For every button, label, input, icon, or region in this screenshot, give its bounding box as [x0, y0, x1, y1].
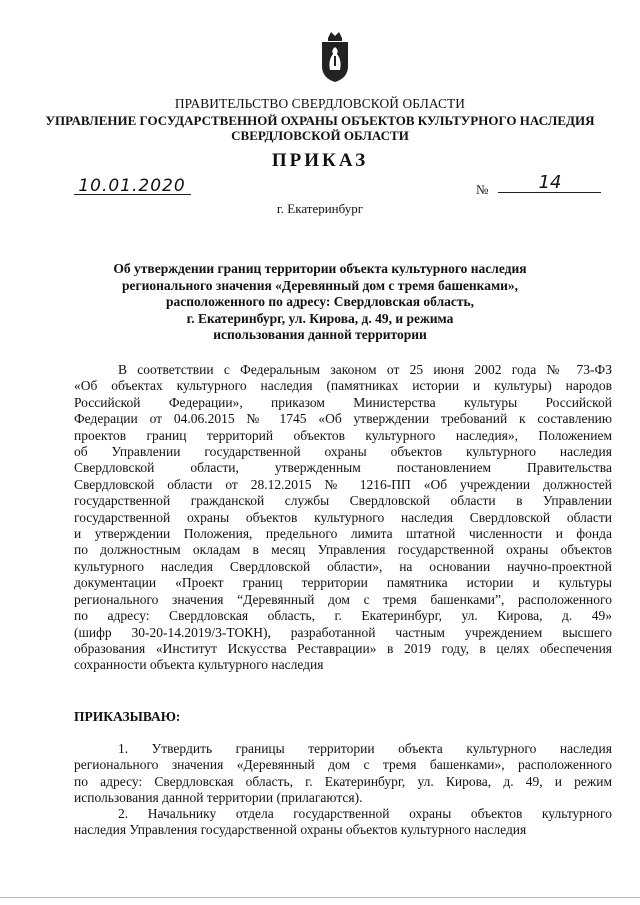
preamble-line: Российской Федерации», приказом Министерства культуры Российской [74, 394, 612, 410]
order-title [0, 261, 640, 344]
preamble-line: государственной гражданской службы Свердловской области в Управлении [74, 493, 612, 509]
title-line: г. Екатеринбург, ул. Кирова, д. 49, и режима [186, 310, 454, 326]
item-line: использования данной территории (прилагаются). [74, 790, 363, 806]
government-name: ПРАВИТЕЛЬСТВО СВЕРДЛОВСКОЙ ОБЛАСТИ [174, 96, 466, 111]
item-2 [74, 806, 612, 839]
document-type: ПРИКАЗ [271, 150, 369, 171]
number-label: № [476, 182, 489, 197]
preamble-line: образования «Институт Искусства Реставрации» в 2019 году, в целях обеспечения [74, 640, 612, 656]
title-line: расположенного по адресу: Свердловская область, [165, 294, 475, 309]
preamble-line: Свердловской области, утвержденным постановлением Правительства [74, 460, 612, 476]
title-line: Об утверждении границ территории объекта культурного наследия [113, 261, 527, 276]
preamble-line: (шифр 30-20-14.2019/3-ТОКН), разработанной частным учреждением высшего [74, 624, 612, 640]
order-number: 14 [538, 172, 562, 193]
item-1 [74, 741, 612, 807]
preamble-line: государственной охраны объектов культурного наследия Свердловской области [74, 509, 612, 525]
preamble-line: регионального значения “Деревянный дом с тремя башенками”, расположенного [74, 591, 612, 607]
item-line: регионального значения «Деревянный дом с тремя башенками», расположенного [74, 757, 612, 773]
preamble-line: Свердловской области от 28.12.2015 № 1216-ПП «Об учреждении должностей [74, 476, 612, 492]
department-name-line: УПРАВЛЕНИЕ ГОСУДАРСТВЕННОЙ ОХРАНЫ ОБЪЕКТОВ КУЛЬТУРНОГО НАСЛЕДИЯ [45, 113, 595, 128]
department-name-line: СВЕРДЛОВСКОЙ ОБЛАСТИ [231, 128, 409, 143]
page-edge [0, 897, 640, 898]
preamble-line: документации «Проект границ территории памятника истории и культуры [74, 575, 612, 591]
item-line: по адресу: Свердловская область, г. Екатеринбург, ул. Кирова, д. 49, и режим [74, 773, 612, 789]
preamble-line: по адресу: Свердловская область, г. Екатеринбург, ул. Кирова, д. 49» [74, 608, 612, 624]
department-name [0, 113, 640, 143]
preamble-line: об Управлении государственной охраны объектов культурного наследия [74, 444, 612, 460]
date-underline [74, 194, 191, 195]
number-underline [498, 192, 601, 193]
preamble-line: Федерации от 04.06.2015 № 1745 «Об утверждении требований к составлению [74, 411, 612, 427]
item-line: наследия Управления государственной охраны объектов культурного наследия [74, 822, 527, 838]
preamble-line: культурного наследия Свердловской области», на основании научно-проектной [74, 558, 612, 574]
order-word: ПРИКАЗЫВАЮ: [74, 709, 181, 724]
city: г. Екатеринбург [276, 201, 364, 216]
title-line: использования данной территории [213, 327, 427, 342]
preamble-line: В соответствии с Федеральным законом от 25 июня 2002 года № 73-ФЗ [118, 362, 612, 377]
preamble-line: и утверждении Положения, предельного лимита штатной численности и фонда [74, 526, 612, 542]
item-line: 1. Утвердить границы территории объекта культурного наследия [118, 741, 612, 756]
order-date: 10.01.2020 [78, 176, 186, 196]
title-line: регионального значения «Деревянный дом с тремя башенками», [121, 277, 519, 293]
item-line: 2. Начальнику отдела государственной охраны объектов культурного [118, 806, 612, 821]
coat-of-arms-icon [318, 30, 352, 84]
preamble-line: по должностным окладам в месяц Управления государственной охраны объектов [74, 542, 612, 558]
preamble-line: «Об объектах культурного наследия (памятниках истории и культуры) народов [74, 378, 612, 394]
preamble-paragraph [74, 362, 612, 674]
preamble-line: сохранности объекта культурного наследия [74, 657, 324, 673]
preamble-line: проектов границ территорий объектов культурного наследия», Положением [74, 427, 612, 443]
